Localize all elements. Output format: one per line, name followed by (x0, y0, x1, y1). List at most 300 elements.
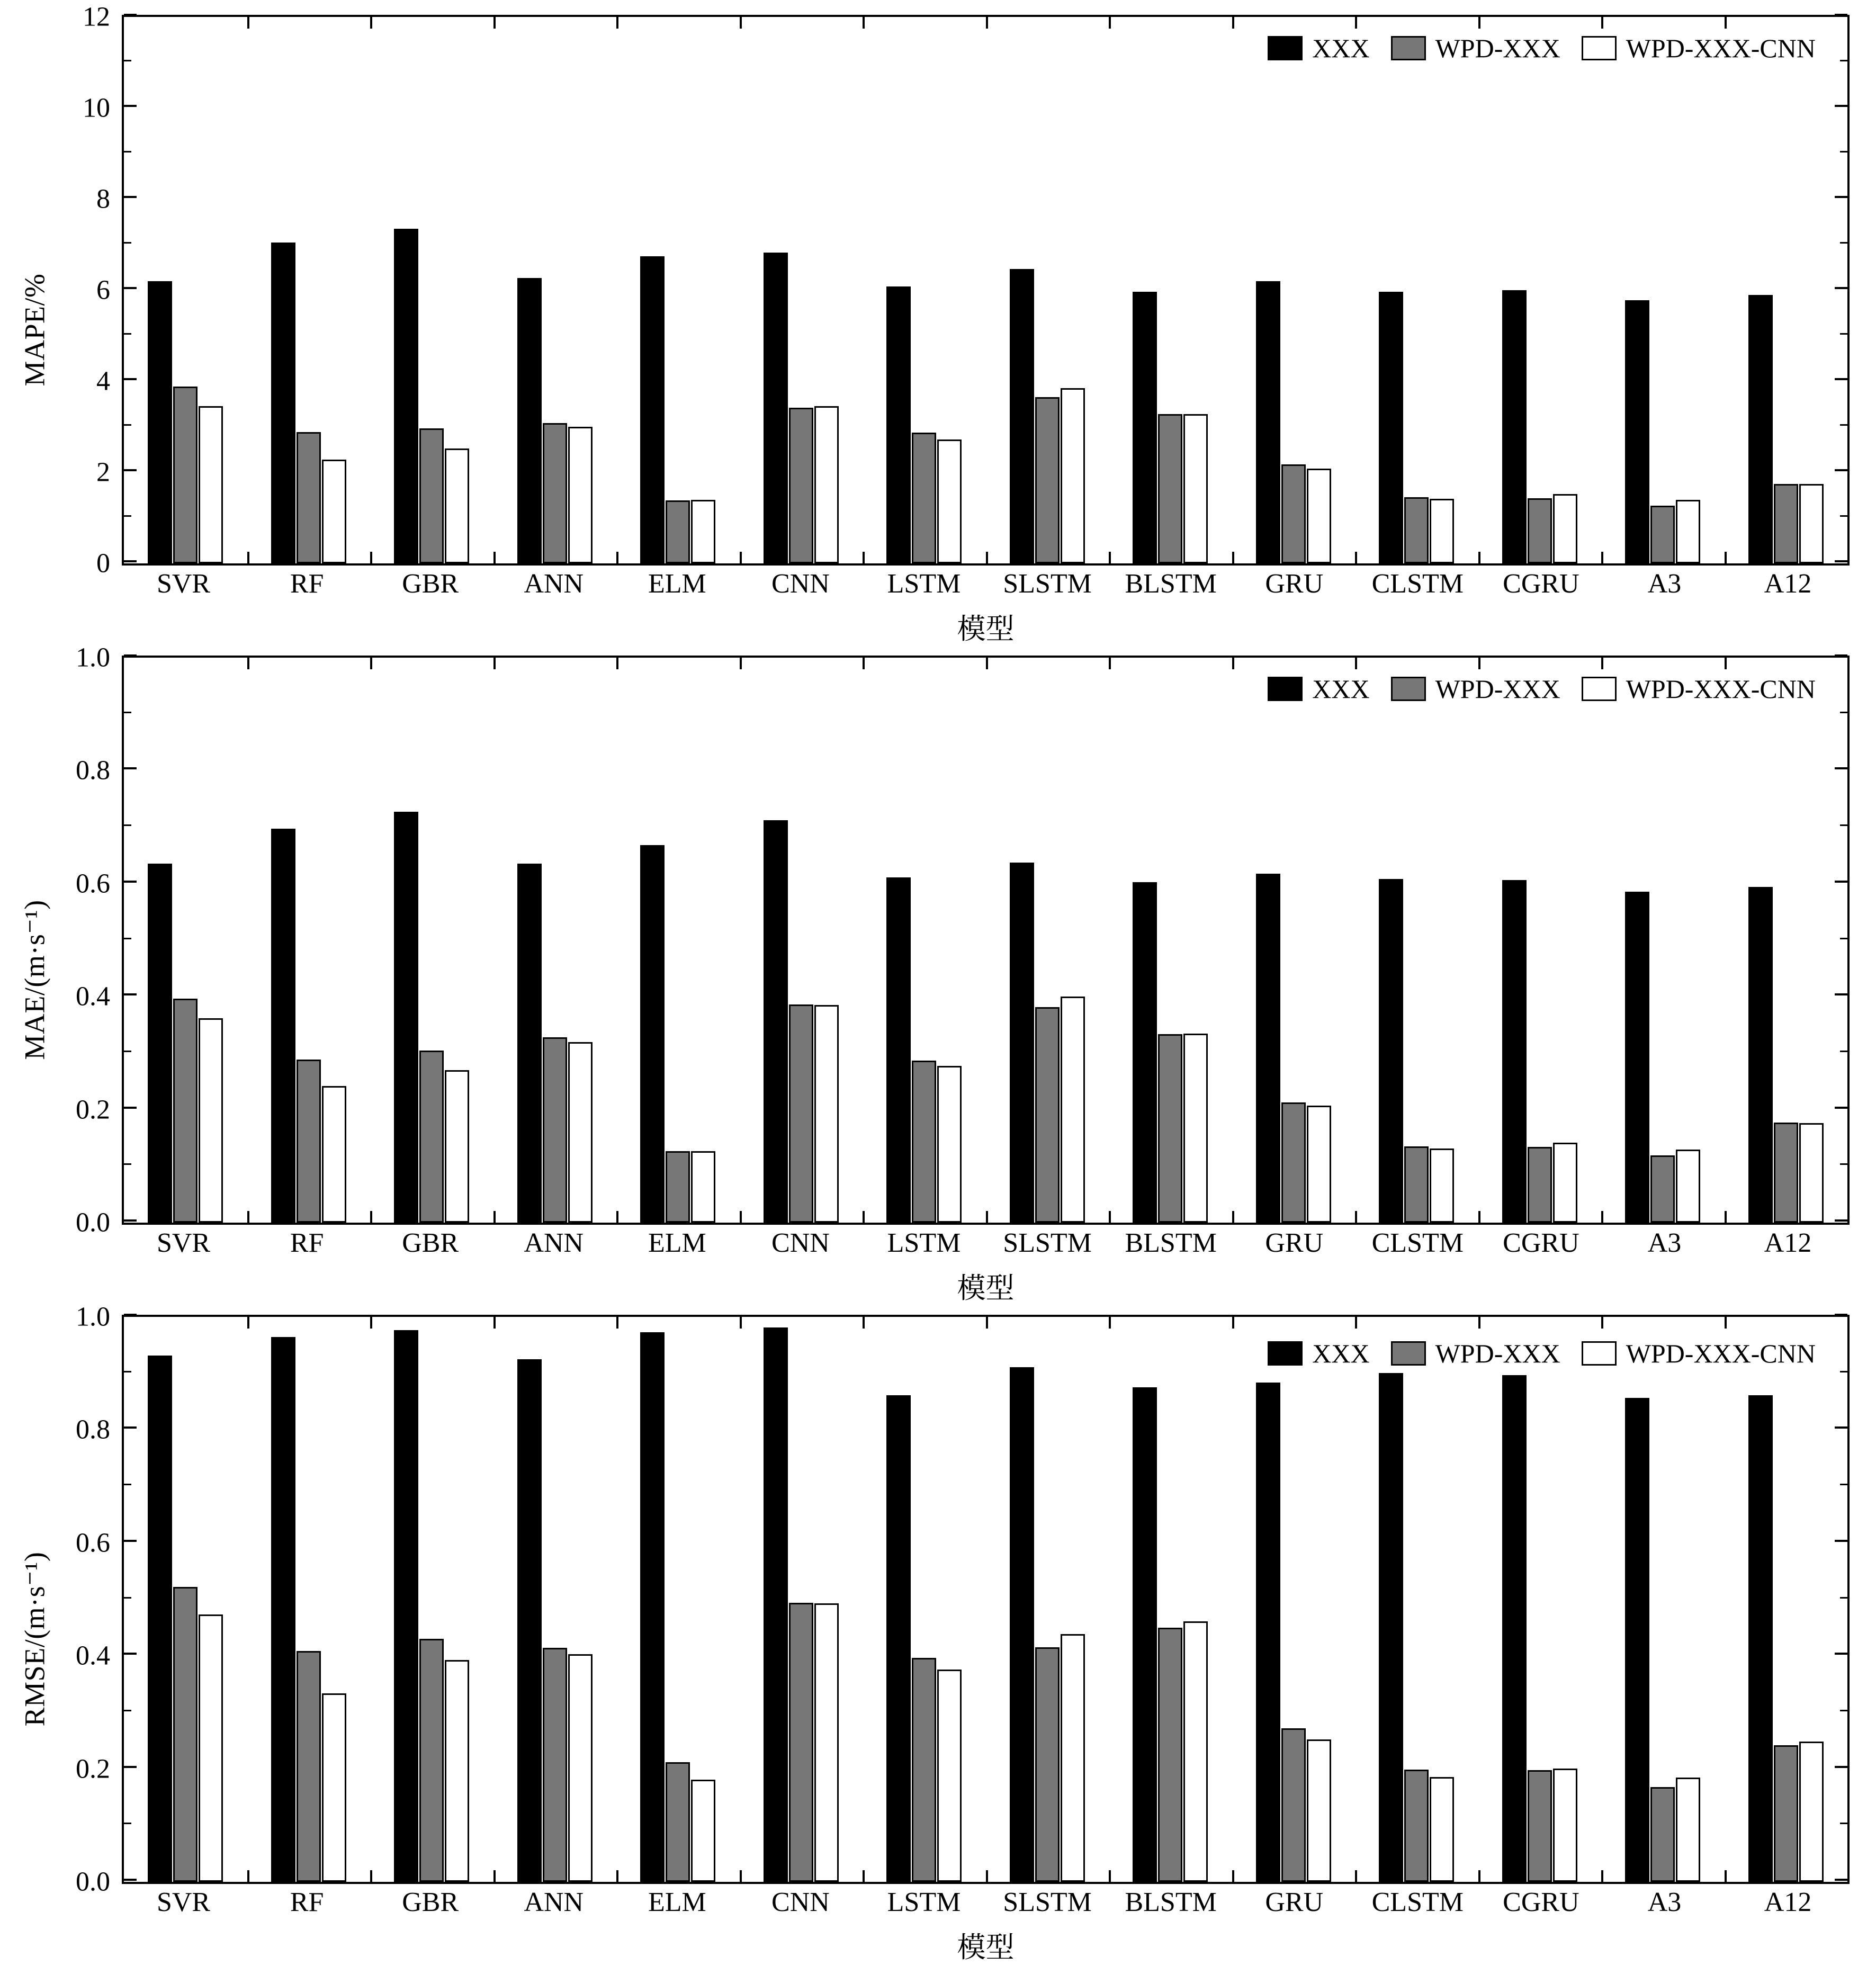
y-tick-minor (124, 1823, 131, 1824)
bar (789, 408, 813, 563)
bar (1281, 1102, 1306, 1223)
bar-set (1133, 17, 1208, 563)
y-tick (124, 378, 137, 380)
bar (173, 999, 198, 1223)
bar-group (1232, 658, 1356, 1223)
bar-set (148, 1317, 223, 1882)
bar (814, 406, 839, 563)
bar (517, 278, 542, 563)
bar-group (1725, 1317, 1848, 1882)
bar (886, 877, 911, 1223)
legend-swatch (1391, 677, 1426, 701)
bar (322, 1693, 346, 1882)
x-tick-label: ANN (524, 1228, 584, 1258)
y-tick-minor-right (1840, 1597, 1847, 1599)
bar (1061, 388, 1085, 563)
y-tick-minor (124, 1597, 131, 1599)
bar (1035, 397, 1060, 563)
bar (148, 1356, 172, 1882)
x-tick-top (1478, 658, 1480, 669)
bar (1035, 1647, 1060, 1882)
x-tick-label: GRU (1265, 1228, 1324, 1258)
y-tick-right (1835, 1426, 1847, 1429)
bar (568, 1042, 593, 1223)
x-tick (986, 1211, 988, 1223)
bar-group (616, 1317, 740, 1882)
bar-groups-mae (124, 658, 1847, 1223)
x-tick-top (493, 658, 496, 669)
bar-group (1478, 1317, 1602, 1882)
y-tick-minor (124, 151, 131, 152)
x-tick-top (1355, 658, 1357, 669)
x-tick-top (1478, 17, 1480, 29)
legend-swatch (1391, 1341, 1426, 1366)
y-tick-minor (124, 1710, 131, 1711)
bar-group (1601, 658, 1725, 1223)
x-tick-label: RF (290, 1887, 324, 1917)
bar (445, 448, 469, 563)
x-tick (1478, 1211, 1480, 1223)
bar-set (640, 17, 715, 563)
legend-swatch (1582, 36, 1617, 60)
x-tick (1725, 552, 1727, 563)
legend-mape (1268, 33, 1816, 64)
x-tick-top (247, 658, 249, 669)
legend-label: XXX (1312, 1339, 1370, 1368)
bar (1748, 1395, 1773, 1882)
x-tick (1601, 1211, 1603, 1223)
x-tick (863, 1211, 865, 1223)
y-tick-minor (124, 1051, 131, 1052)
y-tick-label: 4 (96, 366, 110, 397)
bar (1404, 1146, 1429, 1223)
bar (640, 256, 665, 564)
y-tick-minor-right (1840, 1163, 1847, 1165)
bar (1404, 497, 1429, 563)
bar (1010, 863, 1034, 1223)
x-tick-top (616, 658, 618, 669)
legend-swatch (1268, 677, 1303, 701)
legend-label: WPD-XXX-CNN (1626, 674, 1816, 704)
legend-label: WPD-XXX (1435, 33, 1560, 63)
y-tick-label: 0.2 (76, 1094, 110, 1125)
x-tick (1232, 552, 1234, 563)
bar-group (1601, 1317, 1725, 1882)
bar-set (517, 17, 593, 563)
bar-set (1379, 1317, 1454, 1882)
bar-set (1502, 658, 1577, 1223)
bar (1553, 1769, 1577, 1882)
x-tick-top (370, 1317, 372, 1329)
bar-group (1601, 17, 1725, 563)
x-tick-top (740, 658, 742, 669)
y-tick-right (1835, 378, 1847, 380)
y-tick-right (1835, 469, 1847, 471)
bar-set (148, 658, 223, 1223)
legend-label: XXX (1312, 674, 1370, 704)
bar (1676, 500, 1700, 563)
bar (1133, 882, 1157, 1223)
y-tick-right (1835, 560, 1847, 562)
bar-group (1109, 17, 1232, 563)
bar-group (616, 658, 740, 1223)
bar (1035, 1007, 1060, 1223)
x-tick-labels-mape (122, 566, 1850, 603)
bar (937, 1066, 962, 1223)
y-tick-label: 0 (96, 548, 110, 579)
y-tick-minor-right (1840, 712, 1847, 713)
y-tick-minor (124, 824, 131, 826)
bar (1061, 1634, 1085, 1882)
bar-group (986, 658, 1109, 1223)
bar-group (370, 658, 493, 1223)
bar-set (1379, 17, 1454, 563)
legend-label: WPD-XXX (1435, 1339, 1560, 1368)
y-tick (124, 105, 137, 107)
bar (814, 1603, 839, 1882)
chart-panel-mae (16, 642, 1855, 1309)
bar (1528, 1770, 1552, 1882)
legend-item (1391, 1338, 1560, 1369)
bar-set (1256, 17, 1331, 563)
legend-swatch (1268, 36, 1303, 60)
y-tick-label: 12 (83, 2, 110, 32)
bar-set (517, 658, 593, 1223)
bar-group (863, 1317, 986, 1882)
bar (1625, 892, 1649, 1223)
bar (764, 820, 788, 1223)
y-tick (124, 196, 137, 198)
y-tick (124, 1766, 137, 1768)
bar (199, 1018, 223, 1223)
bar (271, 829, 295, 1223)
x-tick-label: SLSTM (1003, 1887, 1092, 1917)
bar-set (640, 1317, 715, 1882)
bar (814, 1005, 839, 1223)
x-tick-label: GBR (402, 1228, 459, 1258)
y-tick-label: 0.0 (76, 1207, 110, 1238)
bar (886, 1395, 911, 1882)
x-tick (1601, 552, 1603, 563)
bar-groups-rmse (124, 1317, 1847, 1882)
y-tick-minor (124, 1371, 131, 1372)
bar (764, 1327, 788, 1882)
bar (394, 1330, 418, 1882)
bar (1307, 1739, 1331, 1882)
bar (148, 281, 172, 563)
x-tick (370, 1870, 372, 1882)
bar-group (124, 1317, 247, 1882)
bar (1307, 469, 1331, 563)
bar-set (886, 17, 962, 563)
bar (1650, 1787, 1675, 1882)
bar (517, 864, 542, 1223)
bar (1158, 1034, 1182, 1223)
bar (1430, 1777, 1454, 1882)
y-tick-minor (124, 515, 131, 517)
bar (419, 1051, 444, 1223)
y-tick-label: 1.0 (76, 1302, 110, 1332)
bar (1553, 494, 1577, 563)
legend-mae (1268, 674, 1816, 704)
y-tick-minor (124, 1163, 131, 1165)
x-tick-top (1725, 1317, 1727, 1329)
y-tick (124, 287, 137, 289)
bar (1748, 295, 1773, 563)
x-tick-label: GRU (1265, 569, 1324, 599)
y-tick-right (1835, 1653, 1847, 1655)
bar (1625, 1398, 1649, 1882)
x-tick (493, 552, 496, 563)
bar (1281, 464, 1306, 563)
bar (322, 1086, 346, 1223)
x-tick-top (1725, 17, 1727, 29)
bar (394, 229, 418, 563)
y-tick-minor-right (1840, 938, 1847, 939)
y-tick-right (1835, 767, 1847, 769)
x-tick-top (986, 1317, 988, 1329)
bar (640, 845, 665, 1223)
bar (1281, 1728, 1306, 1882)
x-tick-top (1355, 1317, 1357, 1329)
bar (1379, 292, 1403, 563)
bar (1676, 1778, 1700, 1882)
bar-group (493, 1317, 617, 1882)
bar (1502, 1375, 1527, 1882)
bar-set (1379, 658, 1454, 1223)
x-tick (986, 552, 988, 563)
x-tick (1601, 1870, 1603, 1882)
chart-panel-mape (16, 2, 1855, 650)
bar (1404, 1770, 1429, 1882)
x-tick (1232, 1870, 1234, 1882)
bar (1379, 1373, 1403, 1882)
x-tick (247, 552, 249, 563)
y-tick-minor-right (1840, 1484, 1847, 1485)
x-tick (1109, 1211, 1111, 1223)
x-tick (493, 1211, 496, 1223)
x-tick-label: SVR (156, 1228, 211, 1258)
x-tick-label: BLSTM (1125, 1887, 1217, 1917)
bar (1183, 414, 1208, 563)
bar (297, 1651, 321, 1882)
bar-group (1478, 658, 1602, 1223)
x-tick-top (1109, 1317, 1111, 1329)
bar-group (493, 17, 617, 563)
bar (1158, 1628, 1182, 1882)
x-tick-label: RF (290, 569, 324, 599)
plot-area-rmse (76, 1302, 1850, 1897)
y-tick (124, 1314, 137, 1316)
y-tick-right (1835, 881, 1847, 883)
bar (445, 1660, 469, 1882)
bar-group (740, 1317, 863, 1882)
bar-set (1010, 658, 1085, 1223)
y-tick (124, 1653, 137, 1655)
bar (666, 500, 690, 563)
x-tick-top (1601, 17, 1603, 29)
x-tick-top (1232, 658, 1234, 669)
bar (1256, 1383, 1280, 1882)
y-tick-minor-right (1840, 1371, 1847, 1372)
y-tick-label: 8 (96, 184, 110, 214)
legend-swatch (1391, 36, 1426, 60)
bar (419, 1639, 444, 1882)
x-tick-top (740, 1317, 742, 1329)
bar (1799, 1123, 1824, 1223)
x-tick-label: SLSTM (1003, 569, 1092, 599)
x-tick-label: LSTM (887, 569, 961, 599)
y-tick-right (1835, 105, 1847, 107)
y-tick-label: 0.8 (76, 1414, 110, 1445)
x-tick-label: A12 (1764, 1228, 1812, 1258)
x-tick (863, 552, 865, 563)
x-tick-label: ANN (524, 1887, 584, 1917)
x-tick (1355, 1211, 1357, 1223)
x-tick-top (986, 658, 988, 669)
bar-group (1725, 658, 1848, 1223)
bar (1183, 1621, 1208, 1882)
x-tick-label: RF (290, 1228, 324, 1258)
bar-set (640, 658, 715, 1223)
bar (640, 1332, 665, 1882)
legend-item (1268, 674, 1369, 704)
y-tick (124, 1426, 137, 1429)
y-tick (124, 469, 137, 471)
x-tick-top (616, 1317, 618, 1329)
x-tick-label: A12 (1764, 1887, 1812, 1917)
y-tick-minor-right (1840, 1710, 1847, 1711)
y-tick-label: 2 (96, 457, 110, 488)
y-tick (124, 1219, 137, 1222)
bar (322, 460, 346, 563)
bar (1010, 269, 1034, 563)
x-tick (1109, 552, 1111, 563)
y-tick-minor (124, 712, 131, 713)
bar (543, 1648, 567, 1882)
bar-set (394, 17, 469, 563)
plot-area-mape (83, 2, 1850, 579)
y-tick-minor-right (1840, 1823, 1847, 1824)
bar-set (764, 658, 839, 1223)
bar (1774, 1745, 1798, 1882)
x-tick-label: ELM (648, 1228, 706, 1258)
bar (691, 1151, 715, 1223)
bar (543, 1037, 567, 1223)
bar-set (1748, 658, 1824, 1223)
y-tick-label: 0.4 (76, 981, 110, 1012)
x-tick-label: SLSTM (1003, 1228, 1092, 1258)
bar (1528, 498, 1552, 563)
y-tick-label: 0.6 (76, 1528, 110, 1558)
bar (764, 253, 788, 563)
y-tick (124, 993, 137, 995)
x-tick (1355, 1870, 1357, 1882)
bar-set (1256, 1317, 1331, 1882)
legend-swatch (1582, 1341, 1617, 1366)
legend-item (1391, 674, 1560, 704)
x-tick-label: A3 (1647, 1887, 1682, 1917)
x-tick-top (1725, 658, 1727, 669)
x-tick-label: A3 (1647, 1228, 1682, 1258)
bar-set (764, 1317, 839, 1882)
bar-set (517, 1317, 593, 1882)
bar (1256, 281, 1280, 563)
bar (173, 387, 198, 563)
x-tick (1478, 1870, 1480, 1882)
x-tick (370, 552, 372, 563)
x-tick-labels-mae (122, 1225, 1850, 1262)
bar-set (1133, 658, 1208, 1223)
y-tick-label: 6 (96, 275, 110, 306)
y-tick-minor-right (1840, 1051, 1847, 1052)
bar-group (863, 17, 986, 563)
bar (1553, 1143, 1577, 1223)
x-tick-label: CNN (771, 1228, 830, 1258)
x-axis-title-mape: 模型 (957, 612, 1015, 645)
bar-group (1232, 1317, 1356, 1882)
bar (1256, 874, 1280, 1223)
bar (1774, 484, 1798, 564)
x-tick (1725, 1211, 1727, 1223)
bar-group (1355, 1317, 1478, 1882)
bar-set (1133, 1317, 1208, 1882)
legend-label: WPD-XXX-CNN (1626, 1339, 1816, 1368)
y-tick-right (1835, 1540, 1847, 1542)
plot-frame-mae (76, 642, 1850, 1238)
bar-group (1355, 658, 1478, 1223)
bar-group (986, 1317, 1109, 1882)
bar-group (1109, 1317, 1232, 1882)
bar-groups-mape (124, 17, 1847, 563)
x-tick (986, 1870, 988, 1882)
x-tick (616, 1870, 618, 1882)
legend-rmse (1268, 1338, 1816, 1369)
x-tick-label: CGRU (1503, 569, 1579, 599)
x-tick (863, 1870, 865, 1882)
y-tick-label: 0.8 (76, 755, 110, 786)
bar (912, 1658, 936, 1882)
bar (1748, 887, 1773, 1223)
bar (1502, 880, 1527, 1223)
bar-set (1748, 1317, 1824, 1882)
legend-item (1582, 1338, 1816, 1369)
bar-group (1109, 658, 1232, 1223)
bar (297, 1060, 321, 1223)
bar (1799, 1742, 1824, 1882)
bar (666, 1151, 690, 1223)
bar-set (1625, 658, 1700, 1223)
bar-set (1625, 17, 1700, 563)
x-tick-top (247, 1317, 249, 1329)
legend-item (1582, 674, 1816, 704)
x-tick-top (1601, 1317, 1603, 1329)
y-tick-label: 0.6 (76, 868, 110, 899)
y-tick-right (1835, 993, 1847, 995)
y-tick-minor (124, 242, 131, 244)
x-tick-top (493, 17, 496, 29)
bar (517, 1359, 542, 1882)
x-tick-labels-rmse (122, 1884, 1850, 1921)
x-tick-label: LSTM (887, 1887, 961, 1917)
y-tick-right (1835, 1314, 1847, 1316)
bar (691, 1780, 715, 1882)
bar (568, 427, 593, 563)
legend-item (1268, 1338, 1369, 1369)
bar (1774, 1123, 1798, 1223)
x-tick (1725, 1870, 1727, 1882)
y-tick-label: 0.4 (76, 1640, 110, 1671)
